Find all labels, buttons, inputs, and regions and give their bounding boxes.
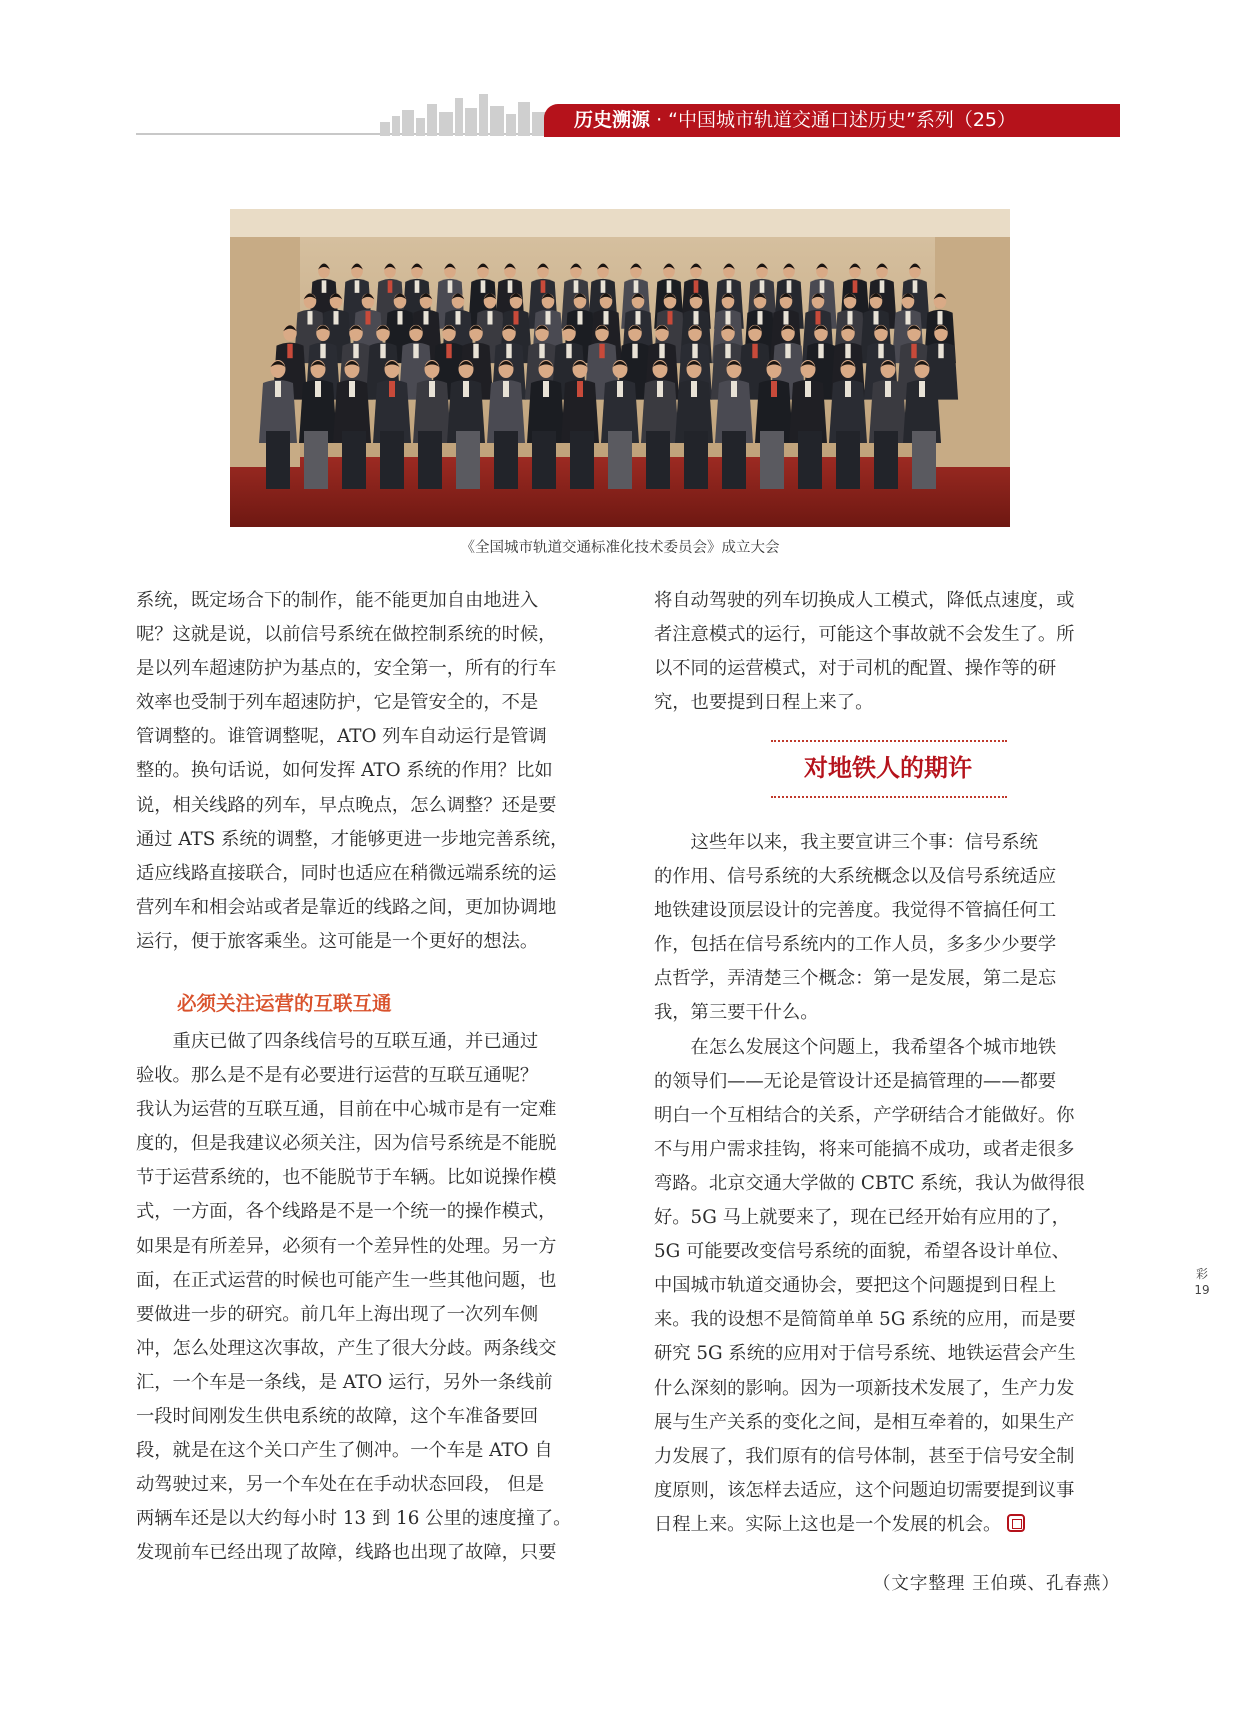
group-photo — [230, 209, 1010, 527]
text-line: 在怎么发展这个问题上，我希望各个城市地铁 — [654, 1036, 1057, 1058]
text-line: 我认为运营的互联互通，目前在中心城市是有一定难 — [136, 1099, 557, 1121]
text-line: 点哲学，弄清楚三个概念：第一是发展，第二是忘 — [654, 968, 1057, 990]
text-line: 的领导们——无论是管设计还是搞管理的——都要 — [654, 1070, 1057, 1092]
text-line: 说，相关线路的列车，早点晚点，怎么调整？还是要 — [136, 794, 557, 816]
text-line: 运行，便于旅客乘坐。这可能是一个更好的想法。 — [136, 930, 539, 952]
text-line: 动驾驶过来，另一个车处在在手动状态回段， 但是 — [136, 1474, 544, 1496]
text-line: 发现前车已经出现了故障，线路也出现了故障，只要 — [136, 1542, 557, 1564]
text-line: 一段时间刚发生供电系统的故障，这个车准备要回 — [136, 1406, 539, 1428]
section-header-bar — [544, 104, 1120, 137]
text-line: 我，第三要干什么。 — [654, 1002, 819, 1024]
text-line: 效率也受制于列车超速防护，它是管安全的，不是 — [136, 692, 539, 714]
text-line: 不与用户需求挂钩，将来可能搞不成功，或者走很多 — [654, 1138, 1075, 1160]
text-line: 度原则，该怎样去适应，这个问题迫切需要提到议事 — [654, 1479, 1075, 1501]
text-line: 来。我的设想不是简简单单 5G 系统的应用，而是要 — [654, 1309, 1076, 1331]
text-line: 冲，怎么处理这次事故，产生了很大分歧。两条线交 — [136, 1337, 557, 1359]
subheading-interconnection: 必须关注运营的互联互通 — [177, 992, 392, 1015]
right-column-paragraphs — [654, 826, 1122, 1508]
left-column-top-text — [136, 584, 604, 959]
text-line: 什么深刻的影响。因为一项新技术发展了，生产力发 — [654, 1377, 1075, 1399]
subheading-top-dotted-rule — [771, 740, 1007, 742]
text-line: 究，也要提到日程上来了。 — [654, 692, 874, 714]
text-line: 是以列车超速防护为基点的，安全第一，所有的行车 — [136, 658, 557, 680]
text-line: 这些年以来，我主要宣讲三个事：信号系统 — [654, 832, 1038, 853]
photo-caption: 《全国城市轨道交通标准化技术委员会》成立大会 — [460, 540, 780, 556]
text-line: 呢？这就是说，以前信号系统在做控制系统的时候， — [136, 624, 557, 646]
text-line: 如果是有所差异，必须有一个差异性的处理。另一方 — [136, 1235, 557, 1257]
text-line: 段，就是在这个关口产生了侧冲。一个车是 ATO 自 — [136, 1440, 553, 1462]
subheading-expectations: 对地铁人的期许 — [804, 753, 972, 782]
text-line: 整的。换句话说，如何发挥 ATO 系统的作用？比如 — [136, 760, 553, 782]
text-line: 汇，一个车是一条线，是 ATO 运行，另外一条线前 — [136, 1371, 553, 1393]
text-line: 好。5G 马上就要来了，现在已经开始有应用的了， — [654, 1207, 1070, 1229]
right-column-bottom-text — [654, 826, 1122, 1542]
text-line: 地铁建设顶层设计的完善度。我觉得不管搞任何工 — [654, 900, 1057, 922]
text-line: 力发展了，我们原有的信号体制，甚至于信号安全制 — [654, 1445, 1075, 1467]
text-line: 管调整的。谁管调整呢，ATO 列车自动运行是管调 — [136, 726, 547, 748]
closing-line: 日程上来。实际上这也是一个发展的机会。 — [654, 1508, 1122, 1542]
section-title: 历史溯源 — [574, 109, 651, 131]
text-credit: （文字整理 王伯瑛、孔春燕） — [872, 1574, 1120, 1594]
text-line: 营列车和相会站或者是靠近的线路之间，更加协调地 — [136, 896, 557, 918]
series-title: “中国城市轨道交通口述历史”系列（25） — [668, 109, 1017, 131]
text-line: 重庆已做了四条线信号的互联互通，并已通过 — [136, 1031, 539, 1052]
text-line: 式，一方面，各个线路是不是一个统一的操作模式， — [136, 1201, 557, 1223]
text-line: 的作用、信号系统的大系统概念以及信号系统适应 — [654, 866, 1057, 888]
text-line: 展与生产关系的变化之间，是相互牵着的，如果生产 — [654, 1411, 1075, 1433]
skyline-graphic — [380, 92, 546, 136]
text-line: 系统，既定场合下的制作，能不能更加自由地进入 — [136, 590, 539, 611]
text-line: 明白一个互相结合的关系，产学研结合才能做好。你 — [654, 1104, 1075, 1126]
text-line: 度的，但是我建议必须关注，因为信号系统是不能脱 — [136, 1133, 557, 1155]
text-line: 两辆车还是以大约每小时 13 到 16 公里的速度撞了。 — [136, 1508, 572, 1530]
text-line: 弯路。北京交通大学做的 CBTC 系统，我认为做得很 — [654, 1172, 1085, 1194]
text-line: 验收。那么是不是有必要进行运营的互联互通呢？ — [136, 1065, 539, 1087]
text-line: 面，在正式运营的时候也可能产生一些其他问题，也 — [136, 1269, 557, 1291]
left-column-bottom-text — [136, 1025, 604, 1571]
page-number-value: 19 — [1194, 1283, 1210, 1297]
text-line: 要做进一步的研究。前几年上海出现了一次列车侧 — [136, 1303, 539, 1325]
subheading-bottom-dotted-rule — [771, 796, 1007, 798]
text-line: 节于运营系统的，也不能脱节于车辆。比如说操作模 — [136, 1167, 557, 1189]
text-line: 研究 5G 系统的应用对于信号系统、地铁运营会产生 — [654, 1343, 1076, 1365]
text-line: 适应线路直接联合，同时也适应在稍微远端系统的运 — [136, 862, 557, 884]
text-line: 5G 可能要改变信号系统的面貌，希望各设计单位、 — [654, 1241, 1070, 1263]
page-number — [1192, 1266, 1212, 1298]
header-separator: · — [656, 109, 663, 131]
page-label: 彩 — [1195, 1267, 1208, 1281]
end-mark-icon — [1007, 1514, 1025, 1532]
text-line: 者注意模式的运行，可能这个事故就不会发生了。所 — [654, 624, 1075, 646]
text-line: 将自动驾驶的列车切换成人工模式，降低点速度，或 — [654, 590, 1075, 611]
text-line: 通过 ATS 系统的调整，才能够更进一步地完善系统， — [136, 828, 569, 850]
text-line: 作，包括在信号系统内的工作人员，多多少少要学 — [654, 934, 1057, 956]
right-column-top-text — [654, 584, 1122, 720]
text-line: 以不同的运营模式，对于司机的配置、操作等的研 — [654, 658, 1057, 680]
text-line: 中国城市轨道交通协会，要把这个问题提到日程上 — [654, 1275, 1057, 1297]
